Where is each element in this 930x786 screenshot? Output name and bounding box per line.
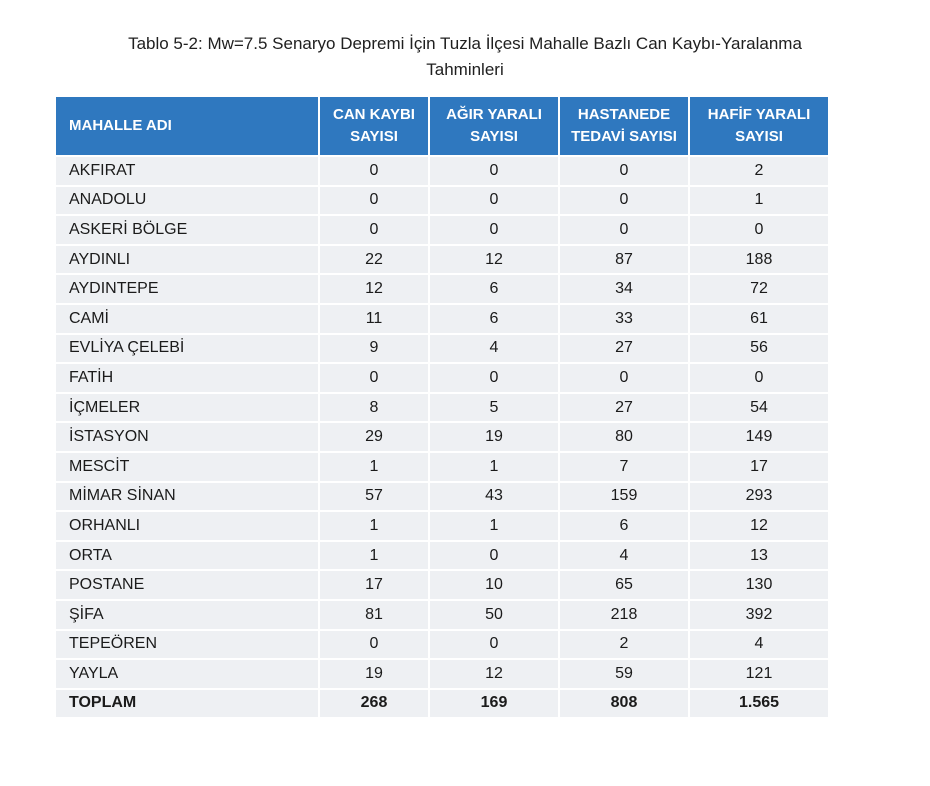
header-text: HASTANEDE — [577, 106, 671, 123]
table-row — [56, 421, 828, 451]
cell-deaths: 22 — [318, 244, 428, 274]
table-row — [56, 540, 828, 570]
cell-lightly-injured: 4 — [688, 629, 828, 659]
header-text: AĞIR YARALI — [446, 106, 542, 123]
cell-hospital-treatment: 6 — [558, 510, 688, 540]
cell-neighborhood: EVLİYA ÇELEBİ — [56, 333, 318, 363]
casualty-table — [56, 97, 828, 717]
cell-severely-injured: 4 — [428, 333, 558, 363]
cell-neighborhood: ANADOLU — [56, 185, 318, 215]
cell-hospital-treatment: 4 — [558, 540, 688, 570]
cell-neighborhood: CAMİ — [56, 303, 318, 333]
header-text: TEDAVİ SAYISI — [571, 128, 677, 145]
cell-deaths: 0 — [318, 185, 428, 215]
header-text: SAYISI — [350, 128, 398, 145]
cell-lightly-injured: 188 — [688, 244, 828, 274]
cell-deaths: 1 — [318, 540, 428, 570]
header-text: MAHALLE ADI — [69, 117, 172, 134]
cell-neighborhood: ORHANLI — [56, 510, 318, 540]
total-cell-neighborhood: TOPLAM — [56, 688, 318, 718]
cell-deaths: 12 — [318, 273, 428, 303]
cell-hospital-treatment: 7 — [558, 451, 688, 481]
table-row — [56, 333, 828, 363]
cell-lightly-injured: 0 — [688, 362, 828, 392]
cell-lightly-injured: 130 — [688, 569, 828, 599]
table-row — [56, 155, 828, 185]
cell-severely-injured: 12 — [428, 658, 558, 688]
cell-neighborhood: POSTANE — [56, 569, 318, 599]
caption-line-1: Tablo 5-2: Mw=7.5 Senaryo Depremi İçin Tuzla İlçesi Mahalle Bazlı Can Kaybı-Yaralanma — [128, 34, 802, 53]
header-row — [56, 97, 828, 155]
cell-deaths: 81 — [318, 599, 428, 629]
cell-hospital-treatment: 159 — [558, 481, 688, 511]
cell-deaths: 0 — [318, 629, 428, 659]
table-row — [56, 658, 828, 688]
cell-deaths: 8 — [318, 392, 428, 422]
table-row — [56, 481, 828, 511]
cell-severely-injured: 0 — [428, 362, 558, 392]
cell-severely-injured: 1 — [428, 451, 558, 481]
cell-hospital-treatment: 34 — [558, 273, 688, 303]
cell-deaths: 0 — [318, 155, 428, 185]
cell-severely-injured: 6 — [428, 303, 558, 333]
table-row — [56, 510, 828, 540]
table-row — [56, 214, 828, 244]
total-row — [56, 688, 828, 718]
table-row — [56, 599, 828, 629]
cell-neighborhood: MİMAR SİNAN — [56, 481, 318, 511]
cell-severely-injured: 0 — [428, 185, 558, 215]
table-row — [56, 244, 828, 274]
cell-lightly-injured: 149 — [688, 421, 828, 451]
total-cell-severely-injured: 169 — [428, 688, 558, 718]
cell-deaths: 0 — [318, 362, 428, 392]
cell-deaths: 19 — [318, 658, 428, 688]
table-row — [56, 451, 828, 481]
cell-hospital-treatment: 0 — [558, 185, 688, 215]
cell-lightly-injured: 54 — [688, 392, 828, 422]
caption-line-2: Tahminleri — [426, 60, 504, 79]
cell-neighborhood: YAYLA — [56, 658, 318, 688]
cell-severely-injured: 5 — [428, 392, 558, 422]
header-text: HAFİF YARALI — [707, 106, 811, 123]
table-caption — [30, 31, 900, 83]
header-hospital-treatment — [558, 97, 688, 155]
total-cell-deaths: 268 — [318, 688, 428, 718]
cell-severely-injured: 6 — [428, 273, 558, 303]
table-row — [56, 569, 828, 599]
total-cell-lightly-injured: 1.565 — [688, 688, 828, 718]
cell-severely-injured: 19 — [428, 421, 558, 451]
cell-severely-injured: 50 — [428, 599, 558, 629]
total-cell-hospital-treatment: 808 — [558, 688, 688, 718]
cell-severely-injured: 0 — [428, 155, 558, 185]
cell-deaths: 11 — [318, 303, 428, 333]
cell-lightly-injured: 17 — [688, 451, 828, 481]
header-text: SAYISI — [470, 128, 518, 145]
cell-lightly-injured: 2 — [688, 155, 828, 185]
cell-severely-injured: 12 — [428, 244, 558, 274]
header-lightly-injured — [688, 97, 828, 155]
cell-hospital-treatment: 2 — [558, 629, 688, 659]
cell-deaths: 17 — [318, 569, 428, 599]
cell-deaths: 57 — [318, 481, 428, 511]
cell-hospital-treatment: 33 — [558, 303, 688, 333]
table-row — [56, 185, 828, 215]
cell-severely-injured: 43 — [428, 481, 558, 511]
cell-neighborhood: ORTA — [56, 540, 318, 570]
cell-lightly-injured: 13 — [688, 540, 828, 570]
cell-hospital-treatment: 59 — [558, 658, 688, 688]
cell-deaths: 1 — [318, 451, 428, 481]
cell-neighborhood: İÇMELER — [56, 392, 318, 422]
table-body — [56, 155, 828, 717]
cell-neighborhood: FATİH — [56, 362, 318, 392]
cell-hospital-treatment: 87 — [558, 244, 688, 274]
cell-lightly-injured: 0 — [688, 214, 828, 244]
cell-severely-injured: 1 — [428, 510, 558, 540]
cell-deaths: 1 — [318, 510, 428, 540]
cell-lightly-injured: 392 — [688, 599, 828, 629]
cell-hospital-treatment: 65 — [558, 569, 688, 599]
cell-hospital-treatment: 80 — [558, 421, 688, 451]
cell-hospital-treatment: 0 — [558, 214, 688, 244]
cell-neighborhood: İSTASYON — [56, 421, 318, 451]
header-neighborhood — [56, 97, 318, 155]
header-deaths — [318, 97, 428, 155]
header-text: SAYISI — [735, 128, 783, 145]
table-row — [56, 273, 828, 303]
cell-severely-injured: 10 — [428, 569, 558, 599]
table-row — [56, 303, 828, 333]
table-row — [56, 392, 828, 422]
cell-lightly-injured: 72 — [688, 273, 828, 303]
cell-neighborhood: TEPEÖREN — [56, 629, 318, 659]
cell-neighborhood: AKFIRAT — [56, 155, 318, 185]
cell-lightly-injured: 293 — [688, 481, 828, 511]
cell-neighborhood: AYDINTEPE — [56, 273, 318, 303]
table-row — [56, 362, 828, 392]
header-severely-injured — [428, 97, 558, 155]
table-row — [56, 629, 828, 659]
cell-deaths: 9 — [318, 333, 428, 363]
cell-neighborhood: ŞİFA — [56, 599, 318, 629]
cell-hospital-treatment: 27 — [558, 333, 688, 363]
cell-lightly-injured: 56 — [688, 333, 828, 363]
cell-neighborhood: AYDINLI — [56, 244, 318, 274]
cell-neighborhood: ASKERİ BÖLGE — [56, 214, 318, 244]
cell-deaths: 0 — [318, 214, 428, 244]
cell-severely-injured: 0 — [428, 540, 558, 570]
cell-lightly-injured: 1 — [688, 185, 828, 215]
cell-neighborhood: MESCİT — [56, 451, 318, 481]
cell-lightly-injured: 12 — [688, 510, 828, 540]
cell-lightly-injured: 121 — [688, 658, 828, 688]
cell-hospital-treatment: 0 — [558, 155, 688, 185]
cell-hospital-treatment: 0 — [558, 362, 688, 392]
header-text: CAN KAYBI — [333, 106, 415, 123]
cell-severely-injured: 0 — [428, 214, 558, 244]
cell-deaths: 29 — [318, 421, 428, 451]
cell-lightly-injured: 61 — [688, 303, 828, 333]
cell-hospital-treatment: 218 — [558, 599, 688, 629]
cell-hospital-treatment: 27 — [558, 392, 688, 422]
cell-severely-injured: 0 — [428, 629, 558, 659]
